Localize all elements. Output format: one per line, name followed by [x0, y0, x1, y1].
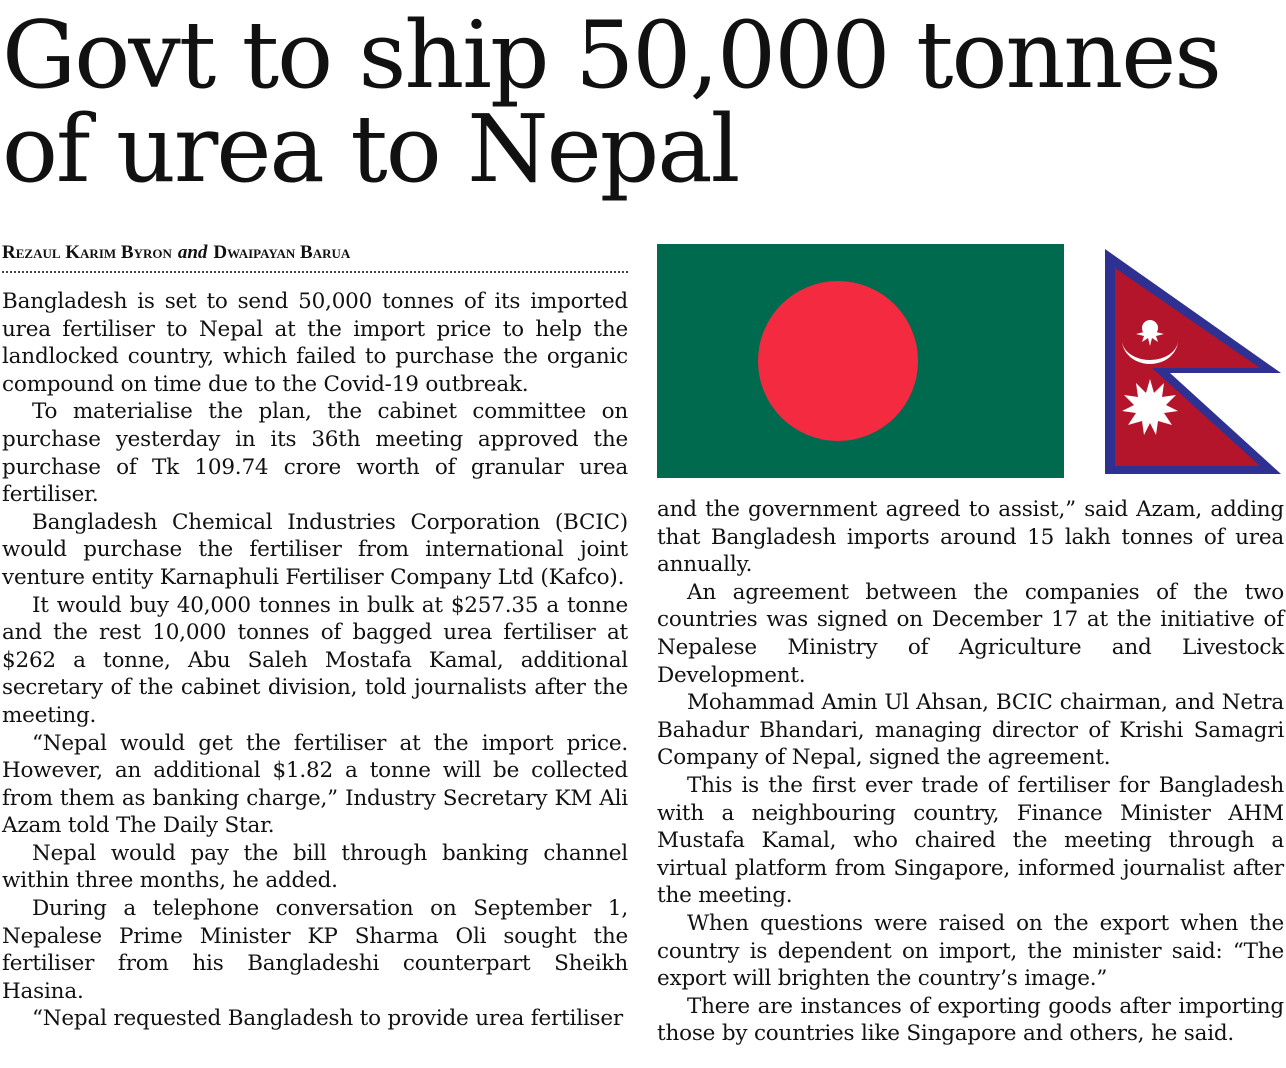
article-paragraph: During a telephone conversation on September 1, Nepalese Prime Minister KP Sharma Oli sought the fertiliser from his Bangladeshi counterpart Sheikh Hasina. [2, 896, 628, 1004]
article-paragraph: Bangladesh is set to send 50,000 tonnes of its imported urea fertiliser to Nepal at the import price to help the landlocked country, which failed to purchase the organic compound on time due to the Covid-19 outbreak. [2, 289, 628, 397]
article-paragraph: “Nepal would get the fertiliser at the import price. However, an additional $1.82 a tonne will be collected from them as banking charge,” Industry Secretary KM Ali Azam told The Daily Star. [2, 730, 628, 839]
nepal-flag-image [1100, 246, 1286, 478]
article-paragraph: “Nepal requested Bangladesh to provide urea fertiliser [32, 1006, 623, 1032]
article-paragraph: When questions were raised on the export when the country is dependent on import, the minister said: “The export will brighten the country’s image.” [657, 910, 1284, 992]
article-paragraph: Nepal would pay the bill through banking channel within three months, he added. [2, 840, 628, 894]
headline-line-2: of urea to Nepal [2, 95, 739, 203]
article-column-1 [2, 288, 628, 1033]
byline [2, 242, 628, 264]
headline-line-1: Govt to ship 50,000 tonnes [2, 1, 1221, 109]
article-paragraph: There are instances of exporting goods after importing those by countries like Singapore and others, he said. [657, 993, 1284, 1047]
article-paragraph: Mohammad Amin Ul Ahsan, BCIC chairman, and Netra Bahadur Bhandari, managing director of Krishi Samagri Company of Nepal, signed the agreement. [657, 690, 1284, 771]
article-paragraph: To materialise the plan, the cabinet committee on purchase yesterday in its 36th meeting approved the purchase of Tk 109.74 crore worth of granular urea fertiliser. [2, 399, 628, 508]
bangladesh-flag-image [657, 244, 1064, 478]
article-paragraph: This is the first ever trade of fertiliser for Bangladesh with a neighbouring country, Finance Minister AHM Mustafa Kamal, who chaired the meeting through a virtual platform from Singapore, informed journalist after the meeting. [657, 772, 1284, 909]
article-column-2 [657, 496, 1284, 1048]
article-paragraph: It would buy 40,000 tonnes in bulk at $257.35 a tonne and the rest 10,000 tonnes of bagged urea fertiliser at $262 a tonne, Abu Saleh Mostafa Kamal, additional secretary of the cabinet division, told journalists after the meeting. [2, 592, 628, 728]
byline-author-1: Rezaul Karim Byron [2, 242, 172, 263]
article-paragraph: and the government agreed to assist,” said Azam, adding that Bangladesh imports around 15 lakh tonnes of urea annually. [657, 497, 1284, 578]
byline-divider [2, 271, 628, 273]
article-paragraph: Bangladesh Chemical Industries Corporation (BCIC) would purchase the fertiliser from international joint venture entity Karnaphuli Fertiliser Company Ltd (Kafco). [2, 509, 628, 590]
headline [2, 1, 1282, 203]
article-paragraph: An agreement between the companies of the two countries was signed on December 17 at the initiative of Nepalese Ministry of Agriculture and Livestock Development. [657, 579, 1284, 688]
byline-conjunction: and [177, 242, 208, 263]
byline-author-2: Dwaipayan Barua [213, 242, 351, 263]
